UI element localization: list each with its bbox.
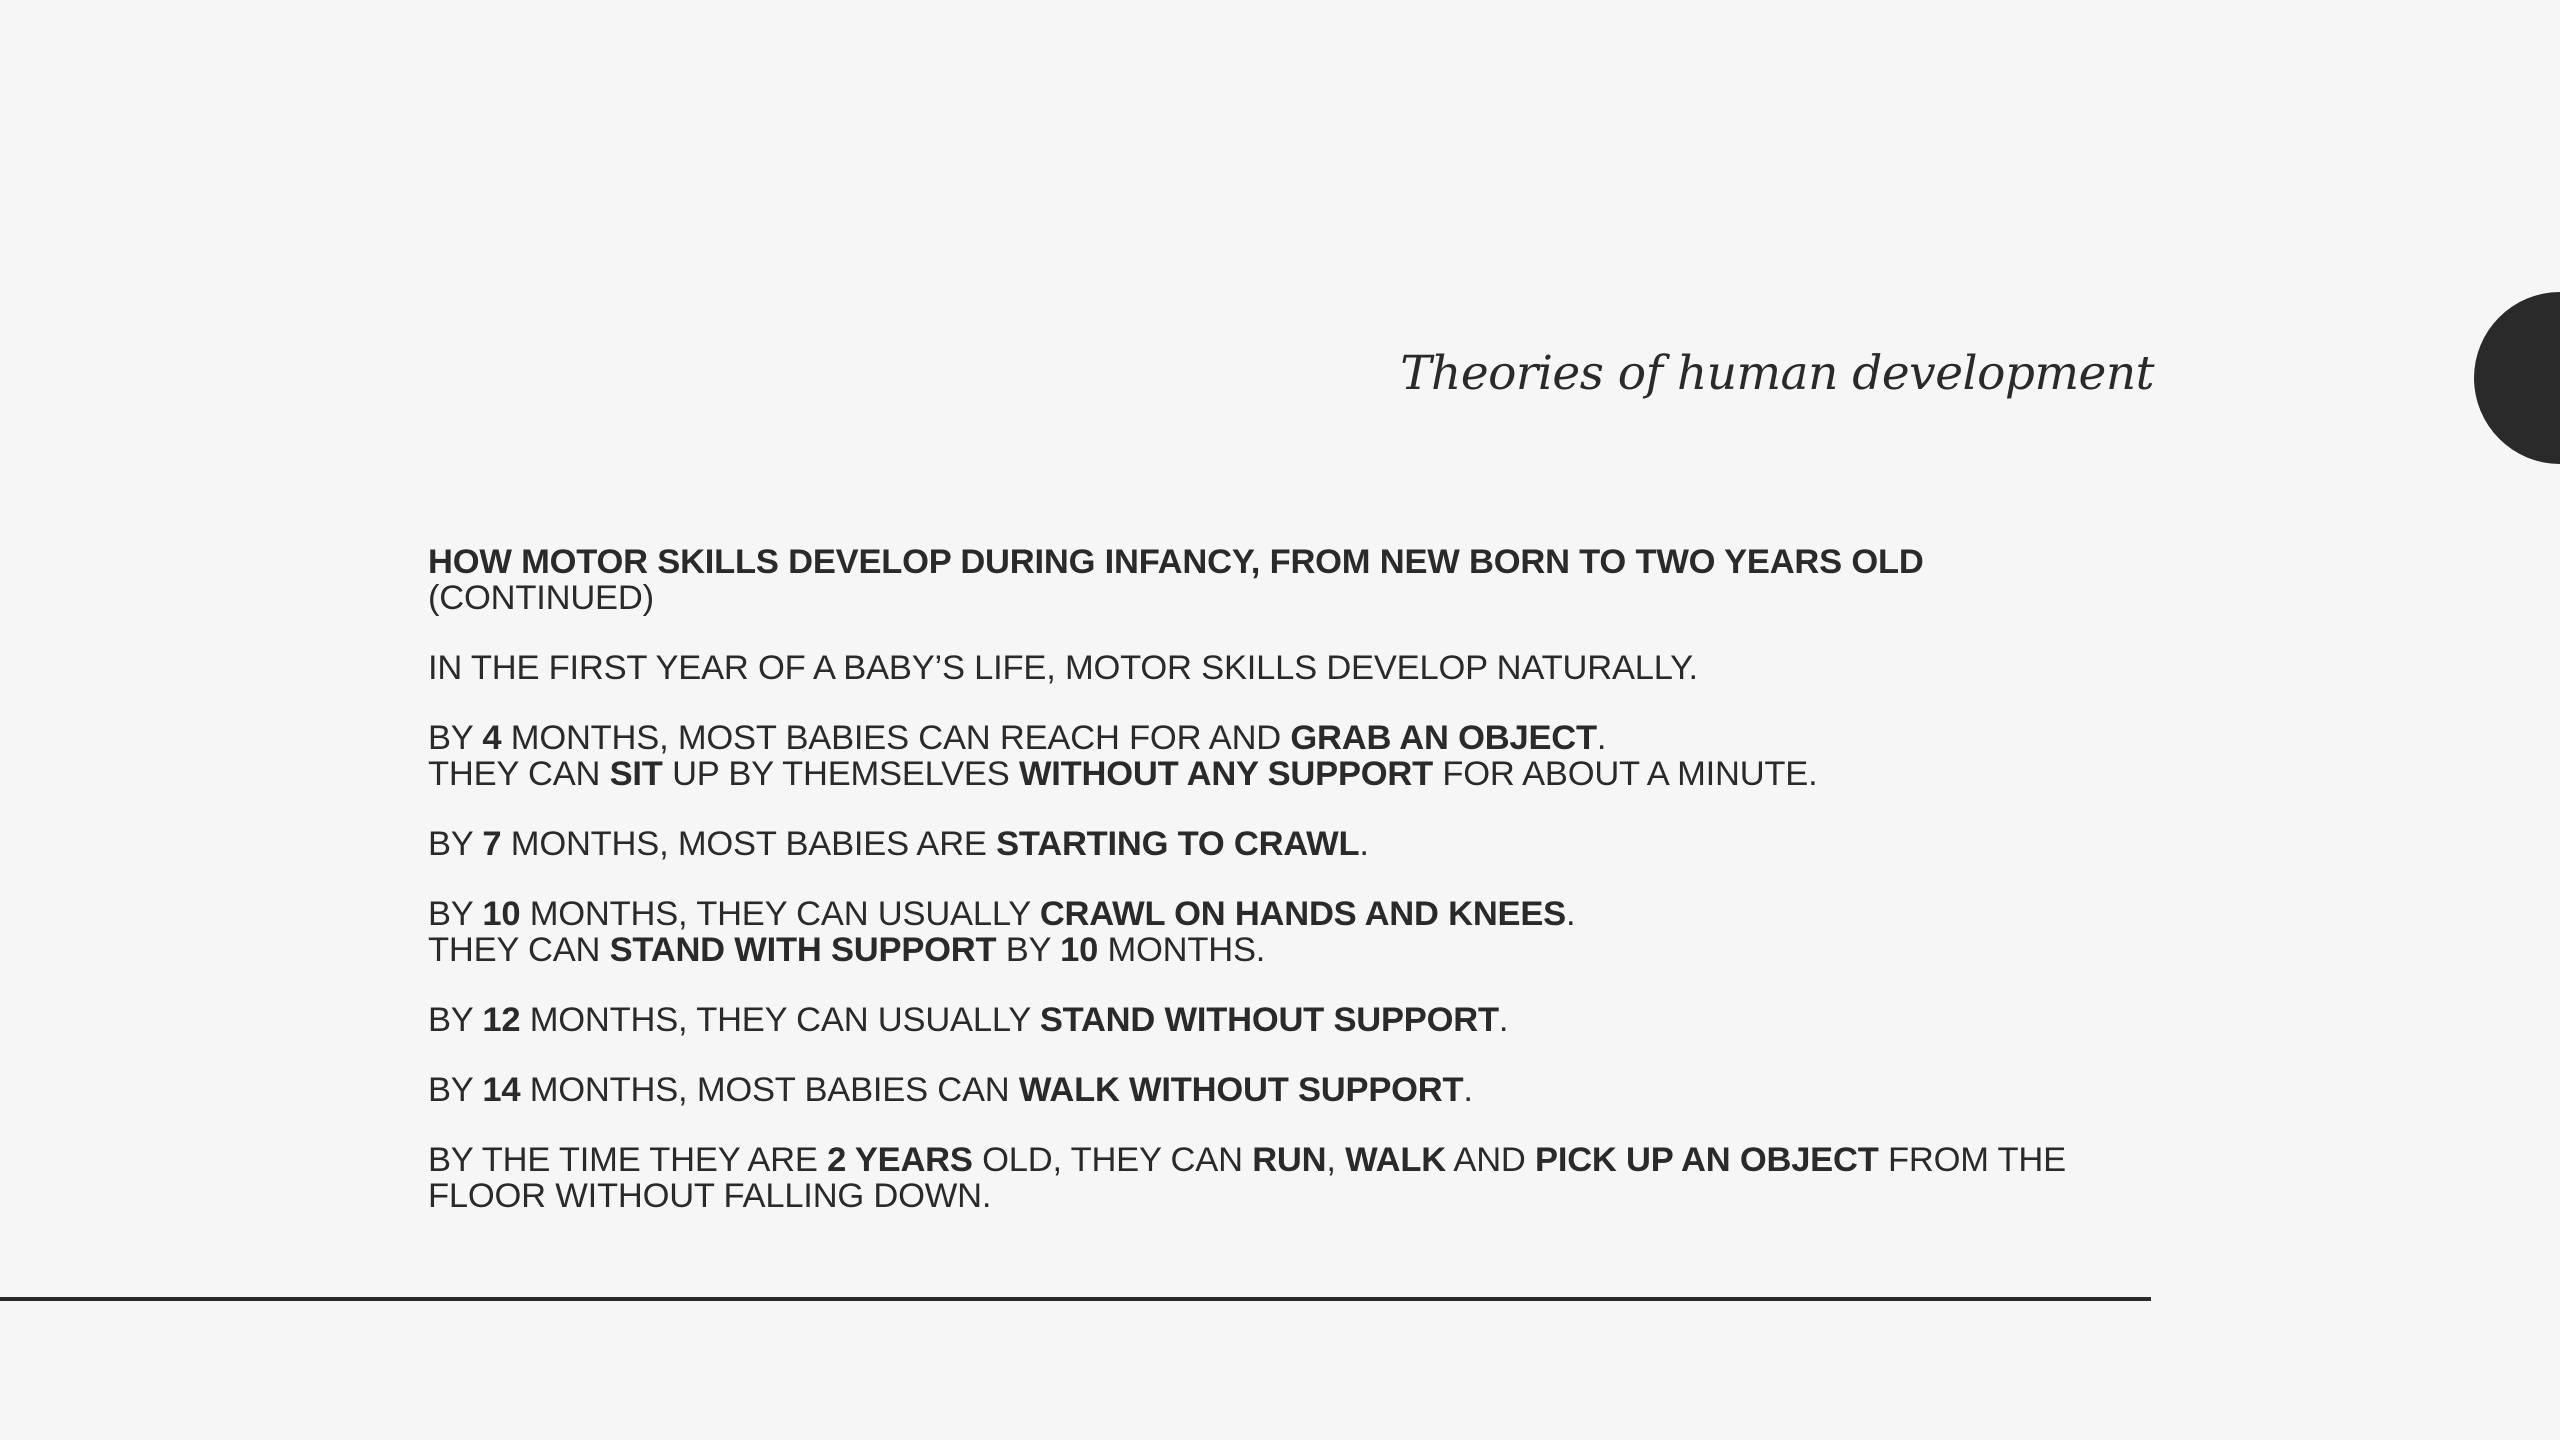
bold-phrase: STAND WITH SUPPORT <box>609 931 997 969</box>
bold-phrase: SIT <box>609 755 663 793</box>
four-months-paragraph <box>428 720 2168 792</box>
bold-phrase: RUN <box>1252 1141 1327 1179</box>
month-number: 14 <box>482 1071 521 1109</box>
text: FROM THE FLOOR WITHOUT FALLING DOWN. <box>428 1141 2066 1215</box>
slide-content <box>428 544 2168 1248</box>
bold-phrase: WITHOUT ANY SUPPORT <box>1018 755 1433 793</box>
text: . <box>1359 825 1369 863</box>
bold-phrase: STAND WITHOUT SUPPORT <box>1039 1001 1499 1039</box>
twelve-months-paragraph <box>428 1002 2168 1038</box>
text: BY THE TIME THEY ARE <box>428 1141 828 1179</box>
text: , <box>1326 1141 1346 1179</box>
text: BY <box>428 1071 483 1109</box>
text: OLD, THEY CAN <box>972 1141 1253 1179</box>
text: MONTHS, MOST BABIES CAN <box>520 1071 1019 1109</box>
text: . <box>1596 719 1607 757</box>
text: THEY CAN <box>428 931 610 969</box>
text: MONTHS, MOST BABIES CAN REACH FOR AND <box>501 719 1291 757</box>
decorative-circle <box>2474 292 2560 464</box>
month-number: 10 <box>482 895 521 933</box>
text: BY <box>428 895 483 933</box>
text: MONTHS. <box>1098 931 1266 969</box>
bold-phrase: PICK UP AN OBJECT <box>1535 1141 1879 1179</box>
intro-paragraph <box>428 650 2168 686</box>
heading-continued: (CONTINUED) <box>428 579 654 617</box>
bold-phrase: CRAWL ON HANDS AND KNEES <box>1039 895 1566 933</box>
fourteen-months-paragraph <box>428 1072 2168 1108</box>
bold-phrase: STARTING TO CRAWL <box>996 825 1360 863</box>
two-years-paragraph <box>428 1142 2168 1214</box>
slide-title: Theories of human development <box>1400 346 2154 401</box>
text: . <box>1566 895 1576 933</box>
text: UP BY THEMSELVES <box>662 755 1019 793</box>
ten-months-paragraph <box>428 896 2168 968</box>
text: FOR ABOUT A MINUTE. <box>1432 755 1818 793</box>
month-number: 7 <box>482 825 502 863</box>
month-number: 12 <box>482 1001 521 1039</box>
text: . <box>1498 1001 1509 1039</box>
text: BY <box>996 931 1061 969</box>
bold-phrase: GRAB AN OBJECT <box>1290 719 1597 757</box>
intro-text: IN THE FIRST YEAR OF A BABY’S LIFE, MOTOR SKILLS DEVELOP NATURALLY. <box>428 649 1698 687</box>
heading-paragraph <box>428 544 2168 616</box>
month-number: 4 <box>482 719 502 757</box>
text: MONTHS, THEY CAN USUALLY <box>520 895 1040 933</box>
heading-bold: HOW MOTOR SKILLS DEVELOP DURING INFANCY, FROM NEW BORN TO TWO YEARS OLD <box>428 543 1924 581</box>
text: MONTHS, THEY CAN USUALLY <box>520 1001 1040 1039</box>
seven-months-paragraph <box>428 826 2168 862</box>
bold-phrase: WALK <box>1345 1141 1446 1179</box>
bold-phrase: WALK WITHOUT SUPPORT <box>1018 1071 1464 1109</box>
bold-phrase: 2 YEARS <box>827 1141 973 1179</box>
text: BY <box>428 1001 483 1039</box>
text: AND <box>1445 1141 1536 1179</box>
text: BY <box>428 825 483 863</box>
text: . <box>1463 1071 1473 1109</box>
text: BY <box>428 719 483 757</box>
month-number: 10 <box>1060 931 1099 969</box>
bottom-rule <box>0 1297 2151 1301</box>
text: THEY CAN <box>428 755 610 793</box>
text: MONTHS, MOST BABIES ARE <box>501 825 997 863</box>
